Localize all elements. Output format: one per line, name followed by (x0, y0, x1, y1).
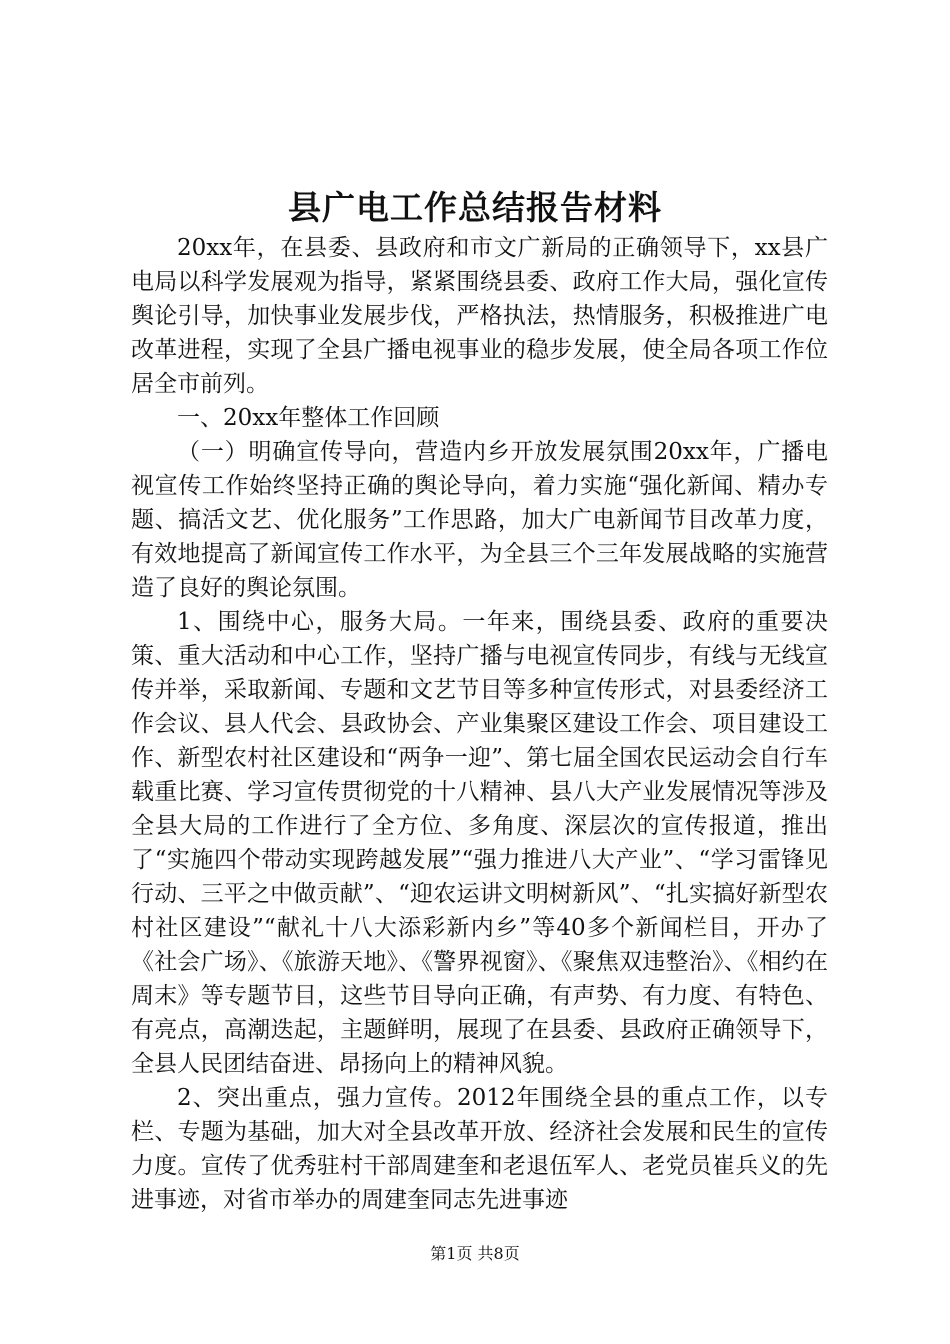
paragraph-publicity-guidance: （一）明确宣传导向，营造内乡开放发展氛围20xx年，广播电视宣传工作始终坚持正确的舆论导向，着力实施“强化新闻、精办专题、搞活文艺、优化服务”工作思路，加大广电新闻节目改革力度，有效地提高了新闻宣传工作水平，为全县三个三年发展战略的实施营造了良好的舆论氛围。 (131, 439, 828, 601)
document-title: 县广电工作总结报告材料 (288, 188, 662, 227)
paragraph-serve-overall: 1、围绕中心，服务大局。一年来，围绕县委、政府的重要决策、重大活动和中心工作，坚持广播与电视宣传同步，有线与无线宣传并举，采取新闻、专题和文艺节目等多种宣传形式，对县委经济工作会议、县人代会、县政协会、产业集聚区建设工作会、项目建设工作、新型农村社区建设和“两争一迎”、第七届全国农民运动会自行车载重比赛、学习宣传贯彻党的十八精神、县八大产业发展情况等涉及全县大局的工作进行了全方位、多角度、深层次的宣传报道，推出了“实施四个带动实现跨越发展”“强力推进八大产业”、“学习雷锋见行动、三平之中做贡献”、“迎农运讲文明树新风”、“扎实搞好新型农村社区建设”“献礼十八大添彩新内乡”等40多个新闻栏目，开办了《社会广场》、《旅游天地》、《警界视窗》、《聚焦双违整治》、《相约在周末》等专题节目，这些节目导向正确，有声势、有力度、有特色、有亮点，高潮迭起，主题鲜明，展现了在县委、县政府正确领导下，全县人民团结奋进、昂扬向上的精神风貌。 (131, 609, 828, 1077)
section-heading-review: 一、20xx年整体工作回顾 (177, 405, 440, 431)
paragraph-intro: 20xx年，在县委、县政府和市文广新局的正确领导下，xx县广电局以科学发展观为指导，紧紧围绕县委、政府工作大局，强化宣传舆论引导，加快事业发展步伐，严格执法，热情服务，积极推进广电改革进程，实现了全县广播电视事业的稳步发展，使全局各项工作位居全市前列。 (131, 235, 828, 397)
page-footer: 第1页 共8页 (430, 1244, 520, 1263)
paragraph-key-points: 2、突出重点，强力宣传。2012年围绕全县的重点工作，以专栏、专题为基础，加大对全县改革开放、经济社会发展和民生的宣传力度。宣传了优秀驻村干部周建奎和老退伍军人、老党员崔兵义的先进事迹，对省市举办的周建奎同志先进事迹 (131, 1085, 828, 1213)
document-body (131, 231, 828, 1217)
